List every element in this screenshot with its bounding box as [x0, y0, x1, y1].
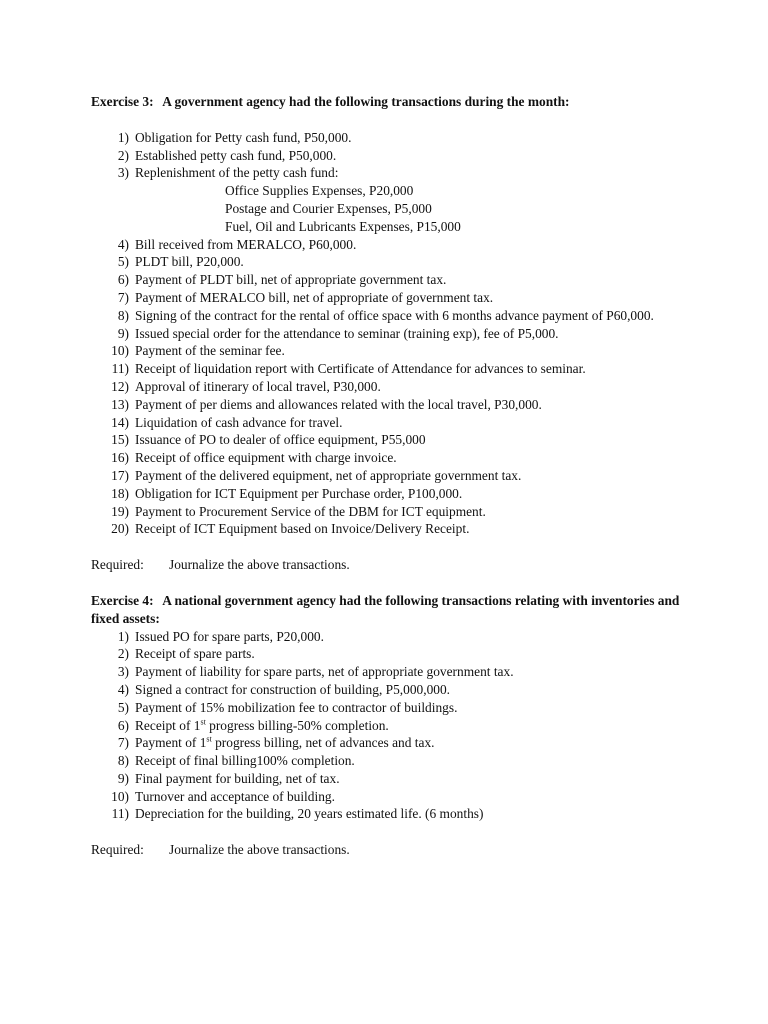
item-number: 1) — [117, 129, 129, 145]
item-text: Issued special order for the attendance to seminar (training exp), fee of P5,000. — [135, 325, 559, 341]
item-number: 3) — [117, 165, 129, 181]
exercise-4-list — [91, 628, 691, 824]
item-number: 8) — [117, 753, 129, 769]
list-item — [91, 307, 691, 325]
item-number: 5) — [117, 699, 129, 715]
item-number: 11) — [111, 806, 129, 822]
exercise-4-heading — [91, 592, 691, 628]
list-item — [91, 663, 691, 681]
list-item — [91, 699, 691, 717]
item-text: Payment of the seminar fee. — [135, 343, 285, 359]
item-number: 6) — [117, 717, 129, 733]
exercise-3-heading — [91, 93, 691, 111]
list-item — [91, 485, 691, 503]
exercise-4-title: A national government agency had the following transactions relating with inventories and fixed assets: — [91, 592, 680, 626]
item-text: Replenishment of the petty cash fund: — [135, 165, 339, 181]
item-number: 13) — [111, 396, 129, 412]
list-item — [91, 628, 691, 646]
item-text: Issued PO for spare parts, P20,000. — [135, 628, 324, 644]
list-item — [91, 396, 691, 414]
replenishment-subitems — [135, 182, 691, 235]
item-text: Signing of the contract for the rental of office space with 6 months advance payment of P60,000. — [135, 307, 654, 323]
list-item — [91, 520, 691, 538]
list-item — [91, 325, 691, 343]
item-number: 20) — [111, 521, 129, 537]
item-number: 4) — [117, 681, 129, 697]
item-text: Payment of MERALCO bill, net of appropriate of government tax. — [135, 289, 494, 305]
item-number: 18) — [111, 485, 129, 501]
item-number: 10) — [111, 788, 129, 804]
list-item — [91, 503, 691, 521]
item-text: Established petty cash fund, P50,000. — [135, 147, 337, 163]
exercise-3-list — [91, 129, 691, 538]
item-number: 7) — [117, 289, 129, 305]
list-item — [91, 788, 691, 806]
item-number: 17) — [111, 467, 129, 483]
item-text: Approval of itinerary of local travel, P30,000. — [135, 378, 381, 394]
exercise-3-label: Exercise 3: — [91, 94, 154, 109]
list-item — [91, 147, 691, 165]
item-text: Receipt of liquidation report with Certificate of Attendance for advances to seminar. — [135, 361, 586, 377]
required-label: Required: — [91, 557, 144, 573]
item-text: PLDT bill, P20,000. — [135, 254, 244, 270]
exercise-4-label: Exercise 4: — [91, 592, 154, 608]
item-number: 11) — [111, 361, 129, 377]
item-text: Payment to Procurement Service of the DBM for ICT equipment. — [135, 503, 486, 519]
item-number: 19) — [111, 503, 129, 519]
list-item — [91, 378, 691, 396]
item-number: 16) — [111, 450, 129, 466]
list-item — [91, 253, 691, 271]
list-item — [91, 289, 691, 307]
item-number: 12) — [111, 378, 129, 394]
item-text: Payment of per diems and allowances related with the local travel, P30,000. — [135, 396, 542, 412]
item-number: 7) — [117, 735, 129, 751]
item-number: 8) — [117, 307, 129, 323]
list-item — [91, 449, 691, 467]
item-number: 15) — [111, 432, 129, 448]
item-text: Bill received from MERALCO, P60,000. — [135, 236, 357, 252]
item-text: Payment of PLDT bill, net of appropriate government tax. — [135, 272, 447, 288]
item-number: 2) — [117, 646, 129, 662]
list-item — [91, 431, 691, 449]
list-item — [91, 734, 691, 752]
list-item — [91, 342, 691, 360]
item-number: 14) — [111, 414, 129, 430]
item-number: 10) — [111, 343, 129, 359]
list-item — [91, 414, 691, 432]
item-text: Depreciation for the building, 20 years estimated life. (6 months) — [135, 806, 484, 822]
item-text: Obligation for Petty cash fund, P50,000. — [135, 129, 352, 145]
exercise-4-required — [91, 841, 691, 859]
exercise-3-title: A government agency had the following transactions during the month: — [162, 94, 570, 109]
required-label: Required: — [91, 842, 144, 858]
list-item — [91, 645, 691, 663]
item-text: Receipt of final billing100% completion. — [135, 753, 355, 769]
list-item — [91, 752, 691, 770]
sub-item: Postage and Courier Expenses, P5,000 — [225, 200, 432, 216]
item-text: Receipt of 1st progress billing-50% completion. — [135, 717, 389, 733]
list-item — [91, 717, 691, 735]
sub-item: Office Supplies Expenses, P20,000 — [225, 183, 414, 199]
item-number: 4) — [117, 236, 129, 252]
list-item — [91, 681, 691, 699]
item-number: 3) — [117, 664, 129, 680]
item-text: Receipt of ICT Equipment based on Invoice/Delivery Receipt. — [135, 521, 470, 537]
item-text: Turnover and acceptance of building. — [135, 788, 335, 804]
item-number: 9) — [117, 770, 129, 786]
list-item — [91, 164, 691, 235]
list-item — [91, 770, 691, 788]
item-text: Receipt of office equipment with charge invoice. — [135, 450, 397, 466]
item-text: Signed a contract for construction of building, P5,000,000. — [135, 681, 451, 697]
item-text: Obligation for ICT Equipment per Purchase order, P100,000. — [135, 485, 463, 501]
list-item — [91, 360, 691, 378]
item-text: Liquidation of cash advance for travel. — [135, 414, 343, 430]
list-item — [91, 805, 691, 823]
document-content — [91, 93, 691, 859]
exercise-3-required — [91, 556, 691, 574]
item-number: 2) — [117, 147, 129, 163]
required-text: Journalize the above transactions. — [169, 557, 350, 573]
item-text: Issuance of PO to dealer of office equipment, P55,000 — [135, 432, 426, 448]
item-text: Receipt of spare parts. — [135, 646, 255, 662]
item-text: Payment of the delivered equipment, net of appropriate government tax. — [135, 467, 522, 483]
item-text: Final payment for building, net of tax. — [135, 770, 340, 786]
list-item — [91, 236, 691, 254]
item-text: Payment of 15% mobilization fee to contractor of buildings. — [135, 699, 458, 715]
list-item — [91, 467, 691, 485]
list-item — [91, 271, 691, 289]
item-number: 1) — [117, 628, 129, 644]
item-text: Payment of liability for spare parts, net of appropriate government tax. — [135, 664, 514, 680]
item-number: 6) — [117, 272, 129, 288]
sub-item: Fuel, Oil and Lubricants Expenses, P15,000 — [225, 218, 461, 234]
required-text: Journalize the above transactions. — [169, 842, 350, 858]
item-number: 5) — [117, 254, 129, 270]
item-text: Payment of 1st progress billing, net of advances and tax. — [135, 734, 435, 751]
list-item — [91, 129, 691, 147]
item-number: 9) — [117, 325, 129, 341]
